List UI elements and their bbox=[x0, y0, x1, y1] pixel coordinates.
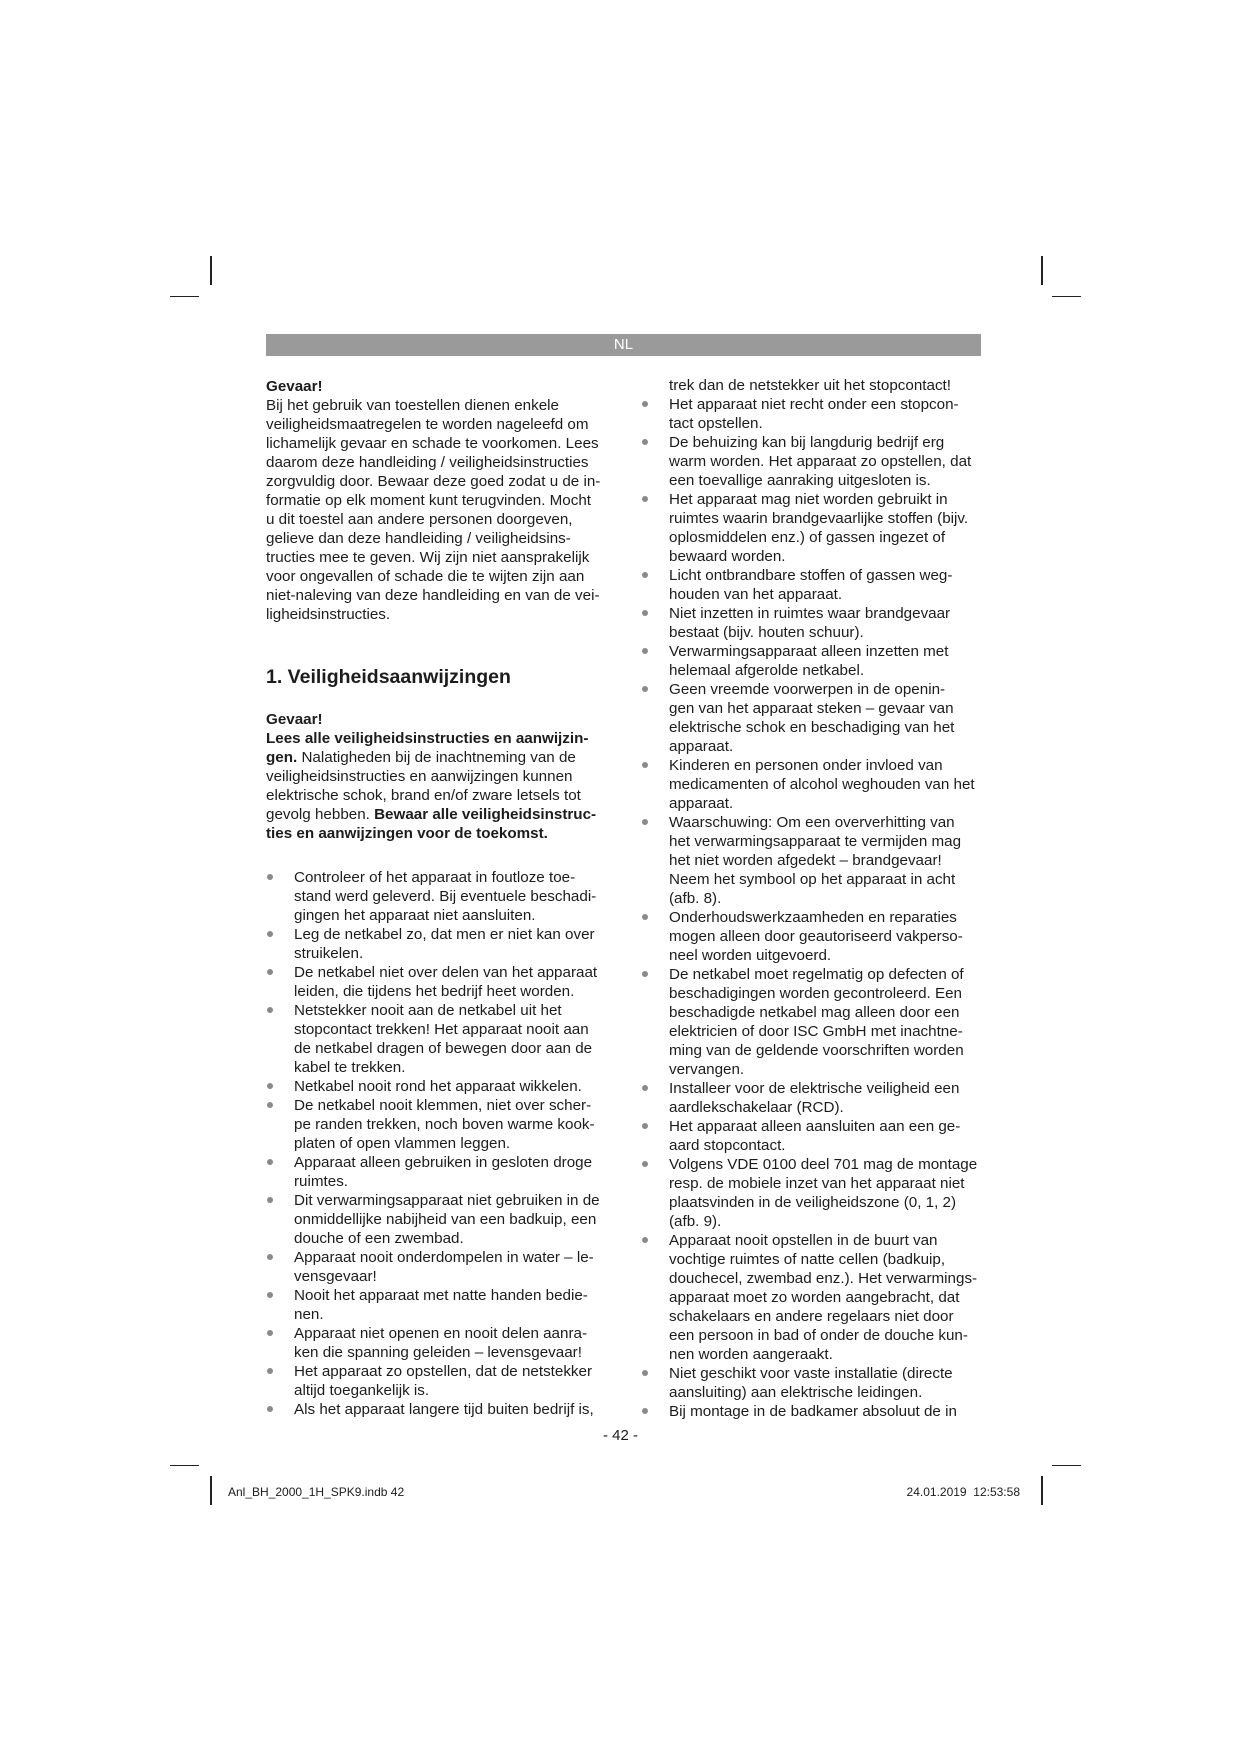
text-line: douche of een zwembad. bbox=[294, 1230, 464, 1247]
text-line: het niet worden afgedekt – brandgevaar! bbox=[669, 852, 942, 869]
section-title: 1. Veiligheidsaanwijzingen bbox=[266, 666, 511, 688]
text-line: veiligheidsmaatregelen te worden nageleefd om bbox=[266, 416, 589, 433]
text-line: platen of open vlammen leggen. bbox=[294, 1135, 511, 1152]
text-line: Apparaat nooit opstellen in de buurt van bbox=[669, 1232, 938, 1249]
list-item bbox=[266, 925, 609, 963]
text-line bbox=[266, 767, 609, 786]
list-item bbox=[266, 1324, 609, 1362]
list-item bbox=[641, 1402, 984, 1421]
list-item bbox=[266, 1248, 609, 1286]
text-line: Het apparaat niet recht onder een stopcon- bbox=[669, 396, 959, 413]
bold-text: gen. bbox=[266, 749, 298, 766]
crop-mark bbox=[170, 1465, 199, 1466]
list-item bbox=[641, 1079, 984, 1117]
crop-mark bbox=[170, 296, 199, 297]
list-item bbox=[641, 566, 984, 604]
text-line: kabel te trekken. bbox=[294, 1059, 406, 1076]
list-item bbox=[641, 1231, 984, 1364]
list-item bbox=[641, 908, 984, 965]
text-line: Geen vreemde voorwerpen in de openin- bbox=[669, 681, 946, 698]
text-line: Netstekker nooit aan de netkabel uit het bbox=[294, 1002, 562, 1019]
text-line: ruimtes waarin brandgevaarlijke stoffen (bijv. bbox=[669, 510, 969, 527]
intro-paragraph bbox=[266, 396, 609, 624]
list-item bbox=[266, 1153, 609, 1191]
text-line: helemaal afgerolde netkabel. bbox=[669, 662, 865, 679]
text-line: (afb. 9). bbox=[669, 1213, 722, 1230]
footer-date: 24.01.2019 bbox=[906, 1485, 967, 1499]
safety-list-right bbox=[641, 395, 984, 1421]
text-line: altijd toegankelijk is. bbox=[294, 1382, 430, 1399]
text-line: oplosmiddelen enz.) of gassen ingezet of bbox=[669, 529, 946, 546]
text-line: beschadigingen worden gecontroleerd. Een bbox=[669, 985, 962, 1002]
list-item bbox=[641, 433, 984, 490]
text-line: Bij het gebruik van toestellen dienen enkele bbox=[266, 397, 559, 414]
text-line: struikelen. bbox=[294, 945, 364, 962]
crop-mark bbox=[1041, 256, 1043, 285]
crop-mark bbox=[210, 1476, 212, 1505]
continued-item: trek dan de netstekker uit het stopcontact! bbox=[669, 377, 951, 394]
text-line: Neem het symbool op het apparaat in acht bbox=[669, 871, 956, 888]
text-line: gingen het apparaat niet aansluiten. bbox=[294, 907, 536, 924]
list-item bbox=[266, 1001, 609, 1077]
text-line: stopcontact trekken! Het apparaat nooit aan bbox=[294, 1021, 589, 1038]
text-line: Nooit het apparaat met natte handen bedie- bbox=[294, 1287, 588, 1304]
text-line: plaatsvinden in de veiligheidszone (0, 1, 2) bbox=[669, 1194, 957, 1211]
text-line: een persoon in bad of onder de douche kun- bbox=[669, 1327, 968, 1344]
text-line bbox=[266, 729, 609, 748]
text-line: beschadigde netkabel mag alleen door een bbox=[669, 1004, 960, 1021]
list-item bbox=[641, 756, 984, 813]
crop-mark bbox=[1052, 296, 1081, 297]
text-line: vensgevaar! bbox=[294, 1268, 377, 1285]
text: veiligheidsinstructies en aanwijzingen kunnen bbox=[266, 768, 573, 785]
text-line: Apparaat alleen gebruiken in gesloten droge bbox=[294, 1154, 593, 1171]
text-line: Installeer voor de elektrische veiligheid een bbox=[669, 1080, 960, 1097]
text: gevolg hebben. bbox=[266, 806, 375, 823]
text-line: gen van het apparaat steken – gevaar van bbox=[669, 700, 954, 717]
list-item bbox=[641, 1117, 984, 1155]
text-line: Controleer of het apparaat in foutloze toe- bbox=[294, 869, 576, 886]
list-item bbox=[641, 395, 984, 433]
text-line: de netkabel dragen of bewegen door aan de bbox=[294, 1040, 593, 1057]
text-line: De netkabel nooit klemmen, niet over scher- bbox=[294, 1097, 592, 1114]
text-line: Licht ontbrandbare stoffen of gassen weg- bbox=[669, 567, 953, 584]
text-line: Dit verwarmingsapparaat niet gebruiken in de bbox=[294, 1192, 600, 1209]
text-line: apparaat. bbox=[669, 738, 734, 755]
crop-mark bbox=[1041, 1476, 1043, 1505]
footer-file: Anl_BH_2000_1H_SPK9.indb 42 bbox=[228, 1485, 405, 1499]
list-item bbox=[641, 1155, 984, 1231]
text-line: aansluiting) aan elektrische leidingen. bbox=[669, 1384, 923, 1401]
footer-time: 12:53:58 bbox=[973, 1485, 1020, 1499]
text-line: De behuizing kan bij langdurig bedrijf erg bbox=[669, 434, 945, 451]
bold-text: Bewaar alle veiligheidsinstruc- bbox=[374, 806, 597, 823]
text-line: vochtige ruimtes of natte cellen (badkuip, bbox=[669, 1251, 946, 1268]
text-line: leiden, die tijdens het bedrijf heet worden. bbox=[294, 983, 575, 1000]
list-item bbox=[266, 1191, 609, 1248]
text-line: Verwarmingsapparaat alleen inzetten met bbox=[669, 643, 949, 660]
text-line: aardlekschakelaar (RCD). bbox=[669, 1099, 844, 1116]
list-item bbox=[641, 680, 984, 756]
text-line: niet-naleving van deze handleiding en van de vei- bbox=[266, 587, 600, 604]
text-line: Als het apparaat langere tijd buiten bedrijf is, bbox=[294, 1401, 594, 1418]
text-line bbox=[266, 824, 609, 843]
text-line: houden van het apparaat. bbox=[669, 586, 843, 603]
text-line: Bij montage in de badkamer absoluut de in bbox=[669, 1403, 957, 1420]
text-line: Het apparaat alleen aansluiten aan een ge- bbox=[669, 1118, 961, 1135]
text-line bbox=[266, 748, 609, 767]
list-item bbox=[266, 963, 609, 1001]
text-line: bestaat (bijv. houten schuur). bbox=[669, 624, 864, 641]
text-line: zorgvuldig door. Bewaar deze goed zodat u de in- bbox=[266, 473, 601, 490]
text-line: neel worden uitgevoerd. bbox=[669, 947, 832, 964]
right-column bbox=[641, 376, 984, 1421]
text-line: Volgens VDE 0100 deel 701 mag de montage bbox=[669, 1156, 978, 1173]
text-line: Kinderen en personen onder invloed van bbox=[669, 757, 943, 774]
text-line: apparaat moet zo worden aangebracht, dat bbox=[669, 1289, 960, 1306]
text-line: Waarschuwing: Om een oververhitting van bbox=[669, 814, 955, 831]
text-line: Apparaat nooit onderdompelen in water – le- bbox=[294, 1249, 594, 1266]
text-line: nen. bbox=[294, 1306, 324, 1323]
text-line: lichamelijk gevaar en schade te voorkomen. Lees bbox=[266, 435, 599, 452]
text-line: ruimtes. bbox=[294, 1173, 349, 1190]
text-line: mogen alleen door geautoriseerd vakperso- bbox=[669, 928, 963, 945]
text-line: Het apparaat mag niet worden gebruikt in bbox=[669, 491, 948, 508]
language-header: NL bbox=[266, 334, 981, 356]
list-item bbox=[266, 1286, 609, 1324]
page-number: - 42 - bbox=[602, 1427, 638, 1444]
text-line: Het apparaat zo opstellen, dat de netstekker bbox=[294, 1363, 593, 1380]
text-line: gelieve dan deze handleiding / veiligheidsins- bbox=[266, 530, 571, 547]
list-item bbox=[266, 1362, 609, 1400]
text-line: Apparaat niet openen en nooit delen aanra- bbox=[294, 1325, 588, 1342]
text-line: apparaat. bbox=[669, 795, 734, 812]
left-column bbox=[266, 377, 609, 1419]
crop-mark bbox=[1052, 1465, 1081, 1466]
list-item bbox=[266, 1077, 609, 1096]
text-line: warm worden. Het apparaat zo opstellen, dat bbox=[669, 453, 972, 470]
section-paragraph bbox=[266, 729, 609, 843]
text-line: het verwarmingsapparaat te vermijden mag bbox=[669, 833, 962, 850]
text-line: nen worden aangeraakt. bbox=[669, 1346, 833, 1363]
text-line: ken die spanning geleiden – levensgevaar! bbox=[294, 1344, 582, 1361]
text-line: elektrische schok en beschadiging van het bbox=[669, 719, 955, 736]
text-line: tructies mee te geven. Wij zijn niet aansprakelijk bbox=[266, 549, 590, 566]
text-line: stand werd geleverd. Bij eventuele beschadi- bbox=[294, 888, 597, 905]
text-line: ligheidsinstructies. bbox=[266, 606, 391, 623]
text-line bbox=[266, 786, 609, 805]
footer-timestamp bbox=[907, 1485, 1020, 1499]
text-line: douchecel, zwembad enz.). Het verwarmings- bbox=[669, 1270, 978, 1287]
text-line: Niet geschikt voor vaste installatie (directe bbox=[669, 1365, 953, 1382]
text-line: daarom deze handleiding / veiligheidsinstructies bbox=[266, 454, 589, 471]
intro-warning: Gevaar! bbox=[266, 378, 323, 395]
text-line: u dit toestel aan andere personen doorgeven, bbox=[266, 511, 573, 528]
list-item bbox=[641, 965, 984, 1079]
text-line: onmiddellijke nabijheid van een badkuip, een bbox=[294, 1211, 597, 1228]
text-line: Leg de netkabel zo, dat men er niet kan over bbox=[294, 926, 595, 943]
list-item bbox=[266, 868, 609, 925]
text-line: elektricien of door ISC GmbH met inachtne- bbox=[669, 1023, 963, 1040]
text-line: pe randen trekken, noch boven warme kook- bbox=[294, 1116, 595, 1133]
text-line: Netkabel nooit rond het apparaat wikkelen. bbox=[294, 1078, 582, 1095]
list-item bbox=[641, 813, 984, 908]
list-item bbox=[641, 1364, 984, 1402]
section-warning: Gevaar! bbox=[266, 711, 323, 728]
text-line: een toevallige aanraking uitgesloten is. bbox=[669, 472, 931, 489]
crop-mark bbox=[210, 256, 212, 285]
text-line: resp. de mobiele inzet van het apparaat niet bbox=[669, 1175, 965, 1192]
text: elektrische schok, brand en/of zware letsels tot bbox=[266, 787, 581, 804]
list-item bbox=[266, 1400, 609, 1419]
text-line: formatie op elk moment kunt terugvinden. Mocht bbox=[266, 492, 592, 509]
text: Nalatigheden bij de inachtneming van de bbox=[297, 749, 576, 766]
text-line: schakelaars en andere regelaars niet door bbox=[669, 1308, 954, 1325]
text-line: Niet inzetten in ruimtes waar brandgevaar bbox=[669, 605, 951, 622]
text-line: ming van de geldende voorschriften worden bbox=[669, 1042, 964, 1059]
text-line: voor ongevallen of schade die te wijten zijn aan bbox=[266, 568, 585, 585]
bold-text: ties en aanwijzingen voor de toekomst. bbox=[266, 825, 548, 842]
safety-list-left bbox=[266, 868, 609, 1419]
text-line: tact opstellen. bbox=[669, 415, 763, 432]
list-item bbox=[641, 642, 984, 680]
text-line bbox=[266, 805, 609, 824]
text-line: aard stopcontact. bbox=[669, 1137, 786, 1154]
text-line: De netkabel niet over delen van het apparaat bbox=[294, 964, 598, 981]
text-line: Onderhoudswerkzaamheden en reparaties bbox=[669, 909, 957, 926]
bold-text: Lees alle veiligheidsinstructies en aanwijzin- bbox=[266, 730, 589, 747]
list-item bbox=[641, 490, 984, 566]
list-item bbox=[266, 1096, 609, 1153]
text-line: (afb. 8). bbox=[669, 890, 722, 907]
list-item bbox=[641, 604, 984, 642]
text-line: vervangen. bbox=[669, 1061, 745, 1078]
text-line: medicamenten of alcohol weghouden van het bbox=[669, 776, 975, 793]
text-line: bewaard worden. bbox=[669, 548, 786, 565]
text-line: De netkabel moet regelmatig op defecten of bbox=[669, 966, 964, 983]
